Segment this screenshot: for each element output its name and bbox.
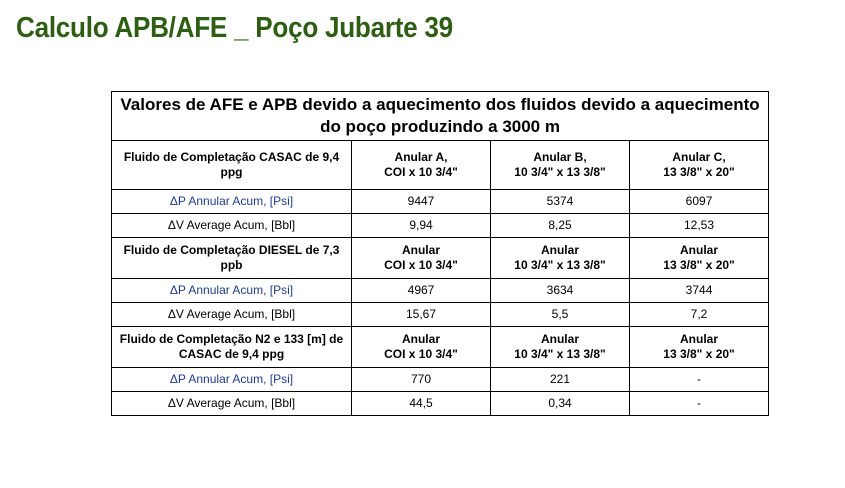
annulus-name: Anular A,	[394, 150, 448, 164]
annulus-dimensions: 13 3/8" x 20"	[663, 165, 735, 179]
annulus-name: Anular B,	[533, 150, 587, 164]
row-label: ΔP Annular Acum, [Psi]	[112, 190, 352, 214]
row-label: ΔV Average Acum, [Bbl]	[112, 392, 352, 416]
table-row	[112, 214, 769, 238]
annulus-header	[491, 238, 630, 279]
group-header-row	[112, 141, 769, 190]
annulus-dimensions: COI x 10 3/4"	[384, 347, 458, 361]
fluid-label: Fluido de Completação DIESEL de 7,3 ppb	[112, 238, 352, 279]
fluid-label: Fluido de Completação CASAC de 9,4 ppg	[112, 141, 352, 190]
table-cell: 7,2	[630, 303, 769, 327]
annulus-header	[491, 327, 630, 368]
table-row	[112, 279, 769, 303]
table-cell: 4967	[352, 279, 491, 303]
table-cell: 15,67	[352, 303, 491, 327]
annulus-name: Anular	[680, 243, 719, 257]
annulus-header	[630, 327, 769, 368]
table-cell: 8,25	[491, 214, 630, 238]
table-cell: -	[630, 392, 769, 416]
annulus-header	[630, 141, 769, 190]
annulus-dimensions: 13 3/8" x 20"	[663, 258, 735, 272]
group-header-row	[112, 238, 769, 279]
apb-afe-table	[111, 91, 769, 416]
table-row	[112, 392, 769, 416]
table-cell: 0,34	[491, 392, 630, 416]
table-caption: Valores de AFE e APB devido a aquecimento dos fluidos devido a aquecimento do poço produzindo a 3000 m	[112, 92, 769, 141]
annulus-header	[352, 327, 491, 368]
annulus-dimensions: 10 3/4" x 13 3/8"	[514, 165, 606, 179]
annulus-header	[352, 141, 491, 190]
table-cell: 770	[352, 368, 491, 392]
slide-title: Calculo APB/AFE _ Poço Jubarte 39	[16, 12, 453, 44]
table-cell: -	[630, 368, 769, 392]
table-cell: 44,5	[352, 392, 491, 416]
table-cell: 221	[491, 368, 630, 392]
annulus-header	[630, 238, 769, 279]
table-row	[112, 190, 769, 214]
annulus-name: Anular	[401, 332, 440, 346]
row-label: ΔV Average Acum, [Bbl]	[112, 214, 352, 238]
annulus-dimensions: COI x 10 3/4"	[384, 165, 458, 179]
table-cell: 3744	[630, 279, 769, 303]
table-caption-row	[112, 92, 769, 141]
table-row	[112, 303, 769, 327]
table-cell: 6097	[630, 190, 769, 214]
row-label: ΔP Annular Acum, [Psi]	[112, 279, 352, 303]
table-cell: 5,5	[491, 303, 630, 327]
table-cell: 9,94	[352, 214, 491, 238]
annulus-dimensions: 10 3/4" x 13 3/8"	[514, 347, 606, 361]
table-row	[112, 368, 769, 392]
table-cell: 12,53	[630, 214, 769, 238]
annulus-header	[491, 141, 630, 190]
fluid-label: Fluido de Completação N2 e 133 [m] de CASAC de 9,4 ppg	[112, 327, 352, 368]
table-cell: 5374	[491, 190, 630, 214]
annulus-dimensions: COI x 10 3/4"	[384, 258, 458, 272]
row-label: ΔP Annular Acum, [Psi]	[112, 368, 352, 392]
table-cell: 3634	[491, 279, 630, 303]
annulus-header	[352, 238, 491, 279]
row-label: ΔV Average Acum, [Bbl]	[112, 303, 352, 327]
annulus-dimensions: 13 3/8" x 20"	[663, 347, 735, 361]
group-header-row	[112, 327, 769, 368]
table-cell: 9447	[352, 190, 491, 214]
annulus-name: Anular	[540, 332, 579, 346]
annulus-name: Anular C,	[672, 150, 726, 164]
annulus-name: Anular	[401, 243, 440, 257]
annulus-name: Anular	[680, 332, 719, 346]
annulus-dimensions: 10 3/4" x 13 3/8"	[514, 258, 606, 272]
annulus-name: Anular	[540, 243, 579, 257]
